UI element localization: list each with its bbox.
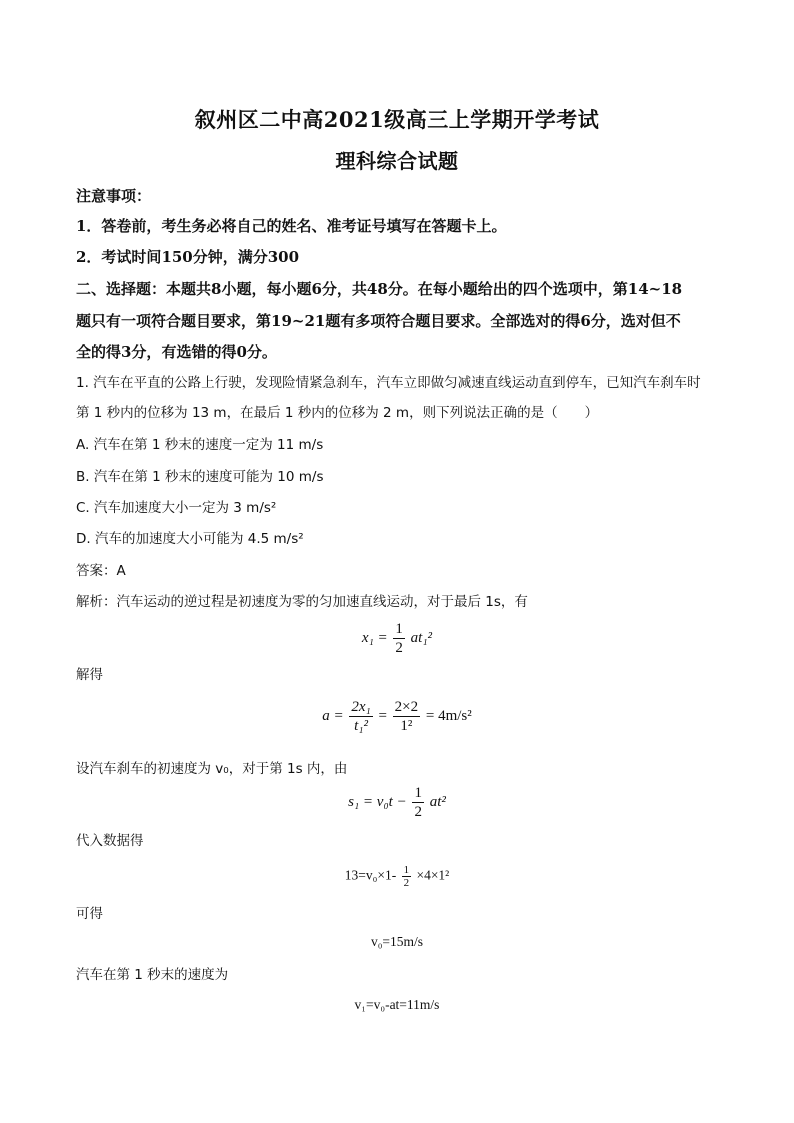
option-a: A. 汽车在第 1 秒末的速度一定为 11 m/s (76, 437, 324, 453)
equation-3 (0, 784, 794, 821)
eq2-equals: = (378, 707, 387, 724)
eq1-denominator: 2 (395, 640, 403, 656)
section-line-1: 二、选择题：本题共8小题，每小题6分，共48分。在每小题给出的四个选项中，第14~18 (76, 280, 683, 298)
option-c: C. 汽车加速度大小一定为 3 m/s² (76, 500, 277, 516)
eq2-f1-numerator: 2x₁ (351, 699, 371, 715)
analysis-step-5: 汽车在第 1 秒末的速度为 (76, 967, 229, 983)
equation-1 (0, 620, 794, 657)
eq4-lhs: 13=v₀×1- (344, 867, 397, 883)
eq1-fraction (393, 620, 405, 657)
section-line-3: 全的得3分，有选错的得0分。 (76, 343, 277, 361)
eq2-fraction-2 (393, 698, 420, 735)
eq1-rhs: at₁² (410, 629, 433, 646)
notice-item-1: 1．答卷前，考生务必将自己的姓名、准考证号填写在答题卡上。 (76, 217, 507, 235)
eq2-f2-denominator: 1² (400, 718, 413, 734)
section-line-2: 题只有一项符合题目要求，第19~21题有多项符合题目要求。全部选对的得6分，选对但不 (76, 312, 681, 330)
answer-text: 答案：A (76, 563, 126, 579)
eq2-fraction-1 (349, 698, 372, 735)
analysis-intro: 解析：汽车运动的逆过程是初速度为零的匀加速直线运动，对于最后 1s，有 (76, 594, 528, 610)
eq1-numerator: 1 (395, 621, 403, 637)
analysis-step-1: 解得 (76, 667, 103, 683)
analysis-step-2: 设汽车刹车的初速度为 v₀，对于第 1s 内，由 (76, 761, 348, 777)
equation-2 (0, 698, 794, 735)
eq4-denominator: 2 (403, 877, 410, 889)
exam-subtitle: 理科综合试题 (335, 149, 459, 173)
eq4-rhs: ×4×1² (416, 867, 450, 883)
notice-item-2: 2．考试时间150分钟，满分300 (76, 248, 300, 266)
eq2-f1-denominator: t₁² (354, 718, 368, 734)
eq2-lhs: a = (322, 707, 344, 724)
option-d: D. 汽车的加速度大小可能为 4.5 m/s² (76, 531, 304, 547)
eq3-denominator: 2 (414, 804, 422, 820)
eq3-fraction (412, 784, 424, 821)
eq2-f2-numerator: 2×2 (394, 699, 419, 715)
eq3-lhs: s₁ = v₀t − (348, 793, 407, 810)
equation-4 (0, 864, 794, 889)
question-line-1: 1. 汽车在平直的公路上行驶，发现险情紧急刹车，汽车立即做匀减速直线运动直到停车，已知汽车刹车时 (76, 375, 701, 391)
equation-5: v₀=15m/s (370, 934, 424, 949)
option-b: B. 汽车在第 1 秒末的速度可能为 10 m/s (76, 469, 324, 485)
equation-6: v₁=v₀-at=11m/s (354, 997, 440, 1012)
eq3-rhs: at² (429, 793, 446, 810)
analysis-step-4: 可得 (76, 906, 103, 922)
analysis-step-3: 代入数据得 (76, 833, 144, 849)
eq1-lhs: x₁ = (361, 629, 388, 646)
question-line-2: 第 1 秒内的位移为 13 m，在最后 1 秒内的位移为 2 m，则下列说法正确的是（ ） (76, 405, 599, 421)
eq3-numerator: 1 (414, 785, 422, 801)
eq4-numerator: 1 (403, 864, 410, 876)
eq4-fraction (402, 864, 412, 889)
notice-heading: 注意事项： (76, 187, 152, 205)
eq2-rhs: = 4m/s² (425, 707, 472, 724)
exam-title: 叙州区二中高2021级高三上学期开学考试 (194, 107, 600, 132)
